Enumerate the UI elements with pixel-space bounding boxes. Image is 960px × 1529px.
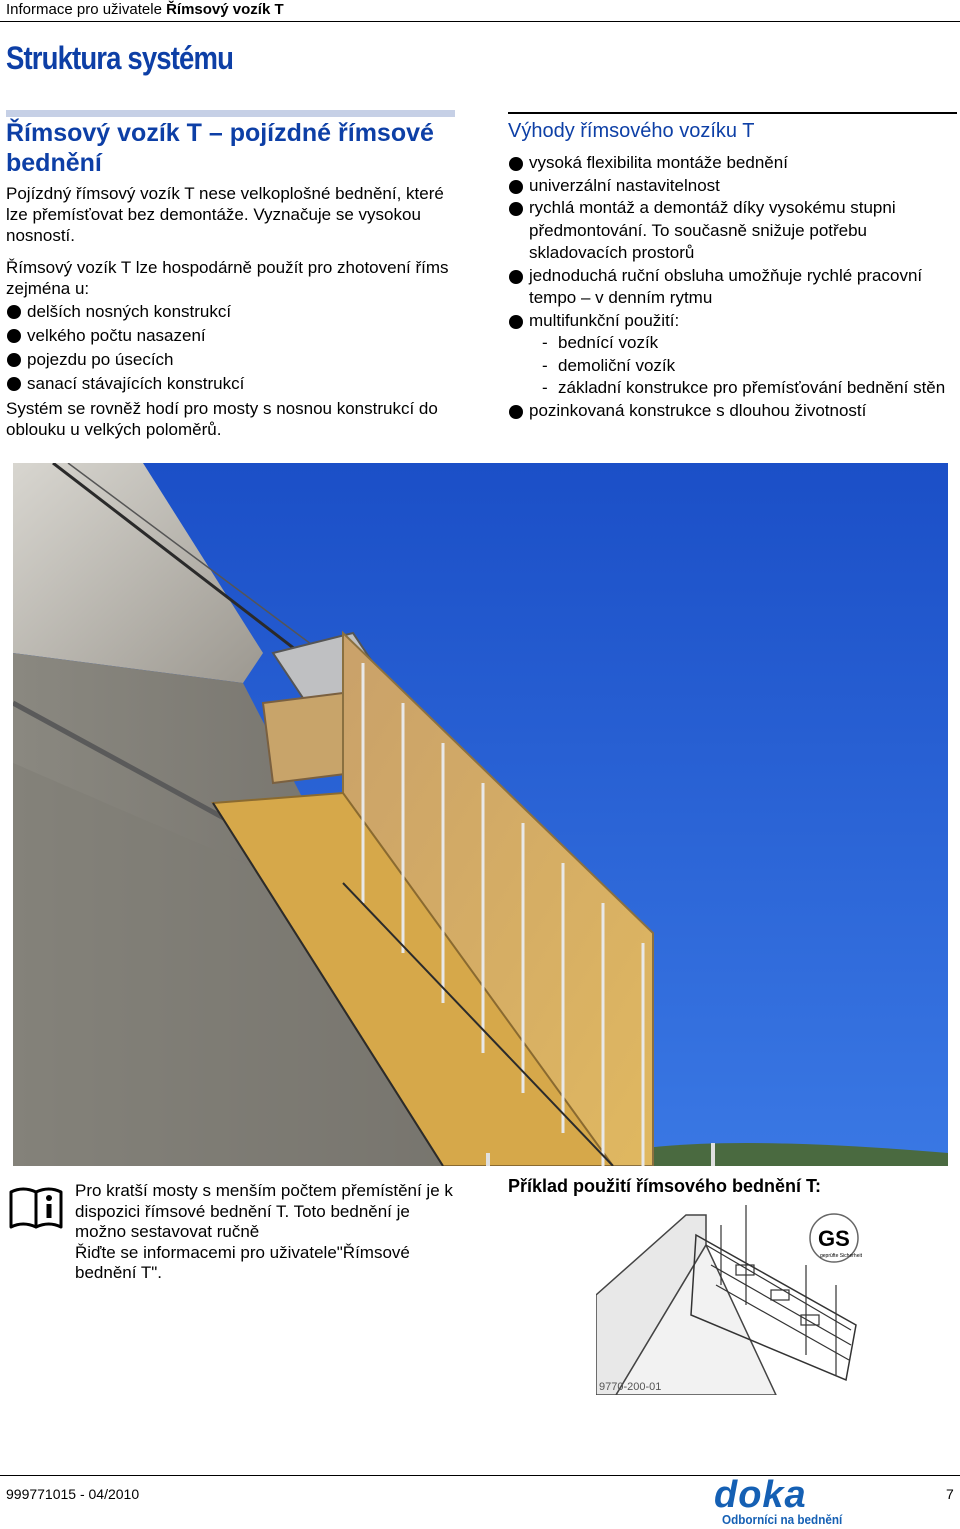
section-title: Římsový vozík T – pojízdné římsové bednění [6, 119, 434, 177]
outro-paragraph: Systém se rovněž hodí pro mosty s nosnou konstrukcí do oblouku u velkých poloměrů. [6, 399, 438, 439]
header-rule [0, 21, 960, 22]
doka-logo: doka [714, 1474, 807, 1516]
advantages-title: Výhody římsového vozíku T [508, 120, 755, 142]
gs-caption: geprüfte Sicherheit [820, 1253, 862, 1259]
header-prefix: Informace pro uživatele [6, 1, 167, 18]
bridge-photo [13, 463, 948, 1166]
running-header [6, 1, 284, 18]
usage-list [6, 300, 456, 396]
sub-list-item: - demoliční vozík [542, 355, 676, 375]
footer-rule [0, 1475, 960, 1476]
header-product: Římsový vozík T [166, 1, 284, 18]
formwork-drawing [596, 1205, 871, 1395]
info-note [75, 1181, 465, 1284]
section-rule [508, 112, 957, 114]
example-figure [596, 1205, 871, 1395]
info-text-1: Pro kratší mosty s menším počtem přemístění je k dispozici římsové bednění T. Toto bednění je možno sestavovat ručně [75, 1181, 453, 1241]
figure-code: 9770-200-01 [599, 1381, 662, 1393]
list-item: univerzální nastavitelnost [508, 175, 958, 198]
usage-intro: Římsový vozík T lze hospodárně použít pro zhotovení říms zejména u: [6, 258, 449, 298]
section-bar [6, 110, 455, 117]
list-item: vysoká flexibilita montáže bednění [508, 152, 958, 175]
page-title: Struktura systému [6, 40, 234, 76]
page-number: 7 [946, 1486, 954, 1502]
list-item: delších nosných konstrukcí [6, 300, 456, 324]
list-item: multifunkční použití: [508, 310, 958, 333]
intro-paragraph: Pojízdný římsový vozík T nese velkoplošné bednění, které lze přemísťovat bez demontáže. Vyznačuje se vysokou nosností. [6, 184, 444, 245]
logo-tagline: Odborníci na bednění [722, 1512, 843, 1527]
list-item: rychlá montáž a demontáž díky vysokému stupni předmontování. To současně snižuje potřebu skladovacích prostorů [508, 197, 958, 265]
document-number: 999771015 - 04/2010 [6, 1486, 140, 1502]
list-item: pozinkovaná konstrukce s dlouhou životností [508, 400, 958, 423]
bridge-photo-illustration [13, 463, 948, 1166]
gs-mark: GS [818, 1226, 850, 1251]
list-item: velkého počtu nasazení [6, 324, 456, 348]
sub-list-item: - bednící vozík [542, 333, 659, 352]
list-item: sanací stávajících konstrukcí [6, 372, 456, 396]
example-title: Příklad použití římsového bednění T: [508, 1176, 822, 1196]
list-item: pojezdu po úsecích [6, 348, 456, 372]
book-info-icon [8, 1183, 64, 1231]
info-text-2: Řiďte se informacemi pro uživatele"Římsové bednění T". [75, 1242, 410, 1282]
advantages-list [508, 152, 958, 422]
list-item: jednoduchá ruční obsluha umožňuje rychlé pracovní tempo – v denním rytmu [508, 265, 958, 310]
sub-list-item: - základní konstrukce pro přemísťování bednění stěn [542, 378, 946, 397]
